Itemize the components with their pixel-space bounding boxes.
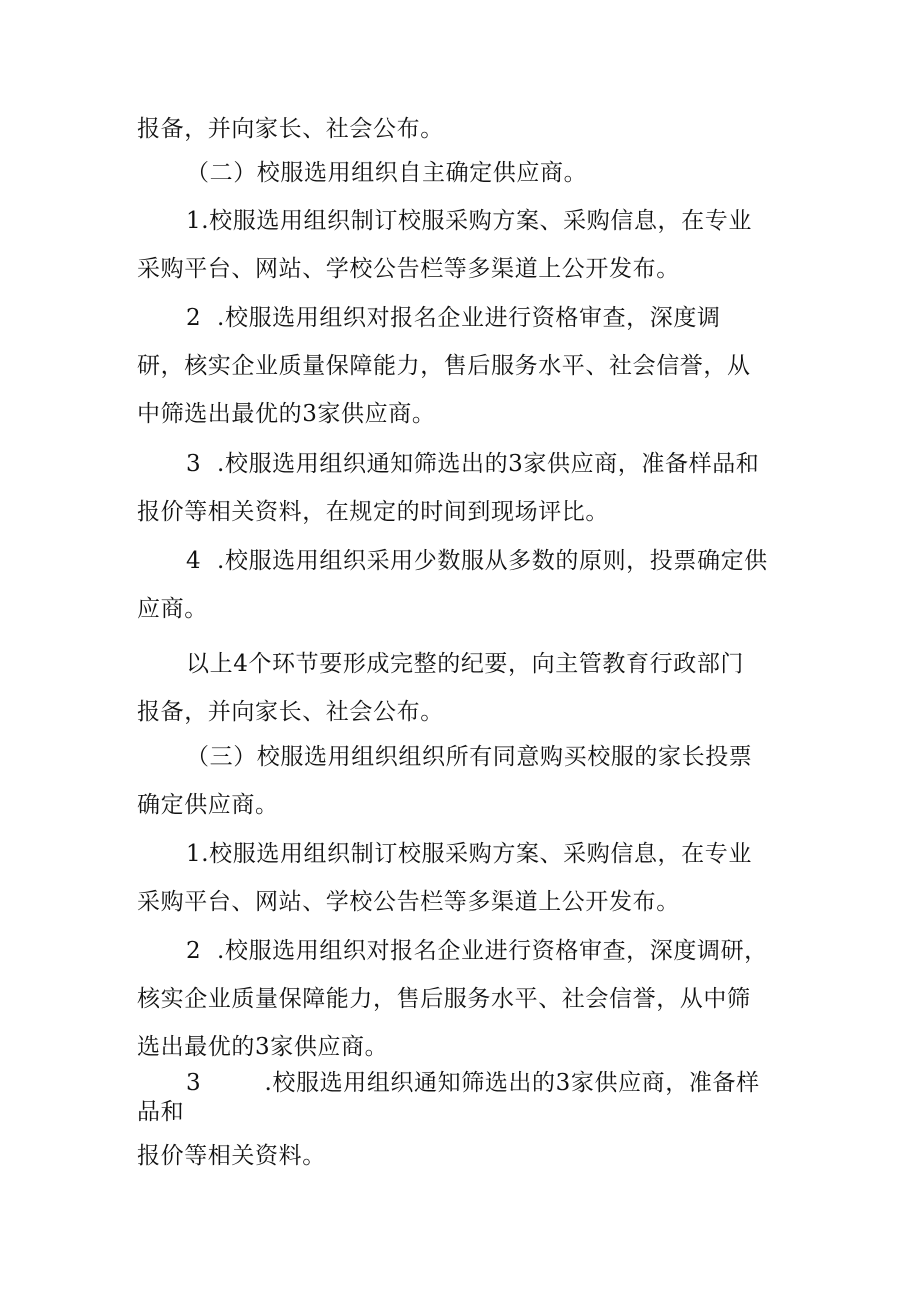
text-line: 品和: [137, 1099, 185, 1125]
text-line: 采购平台、网站、学校公告栏等多渠道上公开发布。: [137, 889, 680, 915]
list-item-text: 1.校服选用组织制订校服采购方案、采购信息，在专业: [186, 841, 752, 867]
text-line: 中筛选出最优的3家供应商。: [137, 401, 436, 427]
text-line: 核实企业质量保障能力，售后服务水平、社会信誉，从中筛: [137, 986, 751, 1012]
list-item-text: 2 .校服选用组织对报名企业进行资格审查，深度调: [186, 305, 721, 331]
list-item-text: 3 .校服选用组织通知筛选出的3家供应商，准备样: [186, 1070, 760, 1096]
text-line: 报备，并向家长、社会公布。: [137, 699, 444, 725]
section-heading: （三）校服选用组织组织所有同意购买校服的家长投票: [186, 744, 753, 770]
paragraph-text: 以上4个环节要形成完整的纪要，向主管教育行政部门: [186, 651, 745, 677]
text-line: 选出最优的3家供应商。: [137, 1034, 389, 1060]
text-line: 报价等相关资料。: [137, 1143, 326, 1169]
text-line: 确定供应商。: [137, 792, 279, 818]
text-line: 采购平台、网站、学校公告栏等多渠道上公开发布。: [137, 256, 680, 282]
text-line: 报备，并向家长、社会公布。: [137, 116, 444, 142]
text-line: 研，核实企业质量保障能力，售后服务水平、社会信誉，从: [137, 353, 751, 379]
list-item-text: 3 .校服选用组织通知筛选出的3家供应商，准备样品和: [186, 451, 760, 477]
section-heading: （二）校服选用组织自主确定供应商。: [186, 160, 588, 186]
text-line: 报价等相关资料，在规定的时间到现场评比。: [137, 499, 609, 525]
list-item-text: 4 .校服选用组织采用少数服从多数的原则，投票确定供: [186, 548, 768, 574]
text-line: 应商。: [137, 596, 208, 622]
list-item-text: 2 .校服选用组织对报名企业进行资格审查，深度调研，: [186, 938, 768, 964]
list-item-text: 1.校服选用组织制订校服采购方案、采购信息，在专业: [186, 208, 752, 234]
